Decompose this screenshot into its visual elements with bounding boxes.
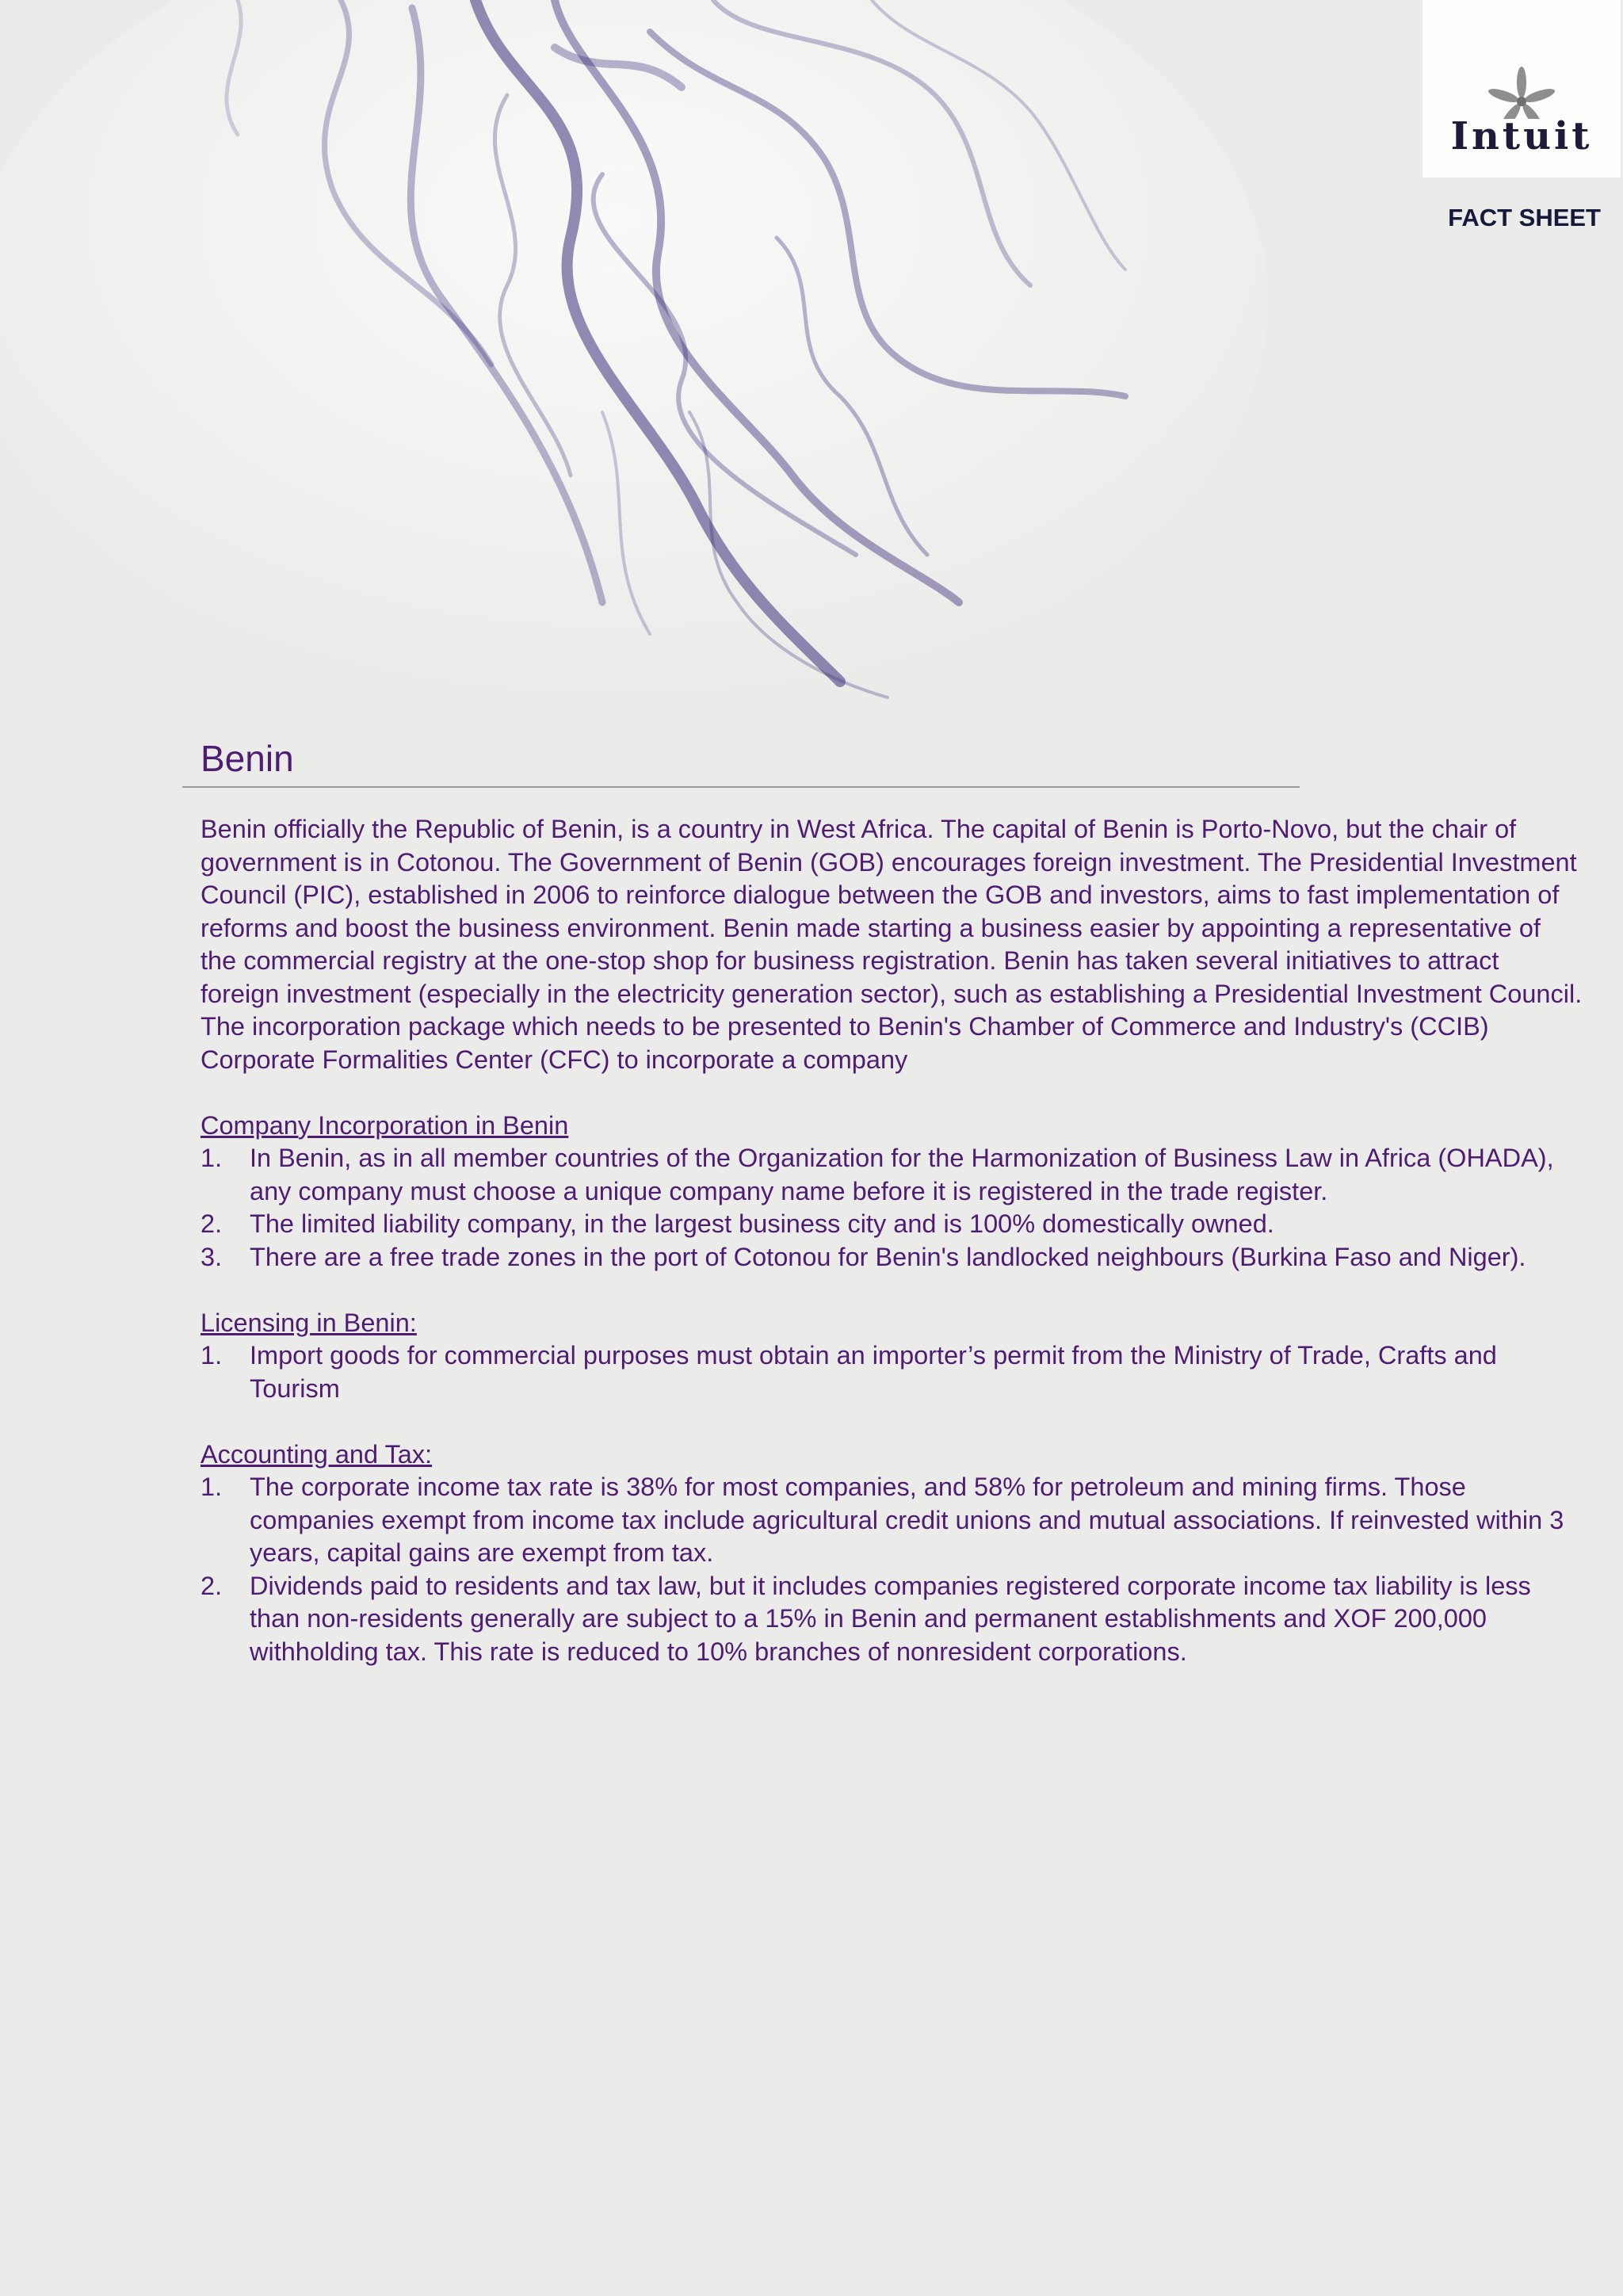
list-item: [200, 1142, 1583, 1208]
list-item-text: There are a free trade zones in the port of Cotonou for Benin's landlocked neighbours (Burkina Faso and Niger).: [250, 1242, 1526, 1271]
accounting-list: [200, 1471, 1583, 1668]
fact-sheet-label: FACT SHEET: [1448, 204, 1601, 231]
list-number: 1.: [200, 1144, 223, 1172]
list-item-text: In Benin, as in all member countries of the Organization for the Harmonization of Business Law in Africa (OHADA), any company must choose a unique company name before it is registered in the trade register.: [250, 1144, 1554, 1205]
list-item: [200, 1339, 1583, 1405]
intro-paragraph: Benin officially the Republic of Benin, is a country in West Africa. The capital of Benin is Porto-Novo, but the chair of government is in Cotonou. The Government of Benin (GOB) encourages foreign investment. The Presidential Investment Council (PIC), established in 2006 to reinforce dialogue between the GOB and investors, aims to fast implementation of reforms and boost the business environment. Benin made starting a business easier by appointing a representative of the commercial registry at the one-stop shop for business registration. Benin has taken several initiatives to attract foreign investment (especially in the electricity generation sector), such as establishing a Presidential Investment Council. The incorporation package which needs to be presented to Benin's Chamber of Commerce and Industry's (CCIB) Corporate Formalities Center (CFC) to incorporate a company: [200, 815, 1583, 1074]
list-number: 2.: [200, 1209, 223, 1238]
list-number: 1.: [200, 1473, 223, 1501]
section-heading-accounting: Accounting and Tax:: [200, 1439, 433, 1469]
list-item: [200, 1241, 1583, 1274]
list-item-text: Dividends paid to residents and tax law, but it includes companies registered corporate income tax liability is less than non-residents generally are subject to a 15% in Benin and permanent establishments and XOF 200,000 withholding tax. This rate is reduced to 10% branches of nonresident corporations.: [250, 1571, 1531, 1666]
title-divider: [182, 786, 1300, 788]
section-heading-licensing: Licensing in Benin:: [200, 1308, 417, 1337]
list-number: 2.: [200, 1571, 223, 1600]
intuit-logo: [1423, 0, 1621, 178]
pinwheel-icon: [1423, 0, 1621, 119]
list-item-text: The corporate income tax rate is 38% for most companies, and 58% for petroleum and mining firms. Those companies exempt from income tax include agricultural credit unions and mutual associations. If reinvested within 3 years, capital gains are exempt from tax.: [250, 1473, 1564, 1567]
list-item: [200, 1570, 1583, 1669]
list-item: [200, 1208, 1583, 1241]
section-heading-incorporation: Company Incorporation in Benin: [200, 1110, 569, 1140]
list-number: 1.: [200, 1341, 223, 1370]
list-number: 3.: [200, 1242, 223, 1271]
logo-wordmark: Intuit: [1450, 114, 1593, 159]
list-item: [200, 1471, 1583, 1570]
list-item-text: Import goods for commercial purposes must obtain an importer’s permit from the Ministry of Trade, Crafts and Tourism: [250, 1341, 1497, 1403]
smoke-background-image: [0, 0, 1268, 753]
page-title: Benin: [200, 738, 294, 779]
list-item-text: The limited liability company, in the largest business city and is 100% domestically owned.: [250, 1209, 1274, 1238]
licensing-list: [200, 1339, 1583, 1405]
incorporation-list: [200, 1142, 1583, 1274]
document-body: [200, 813, 1583, 1668]
